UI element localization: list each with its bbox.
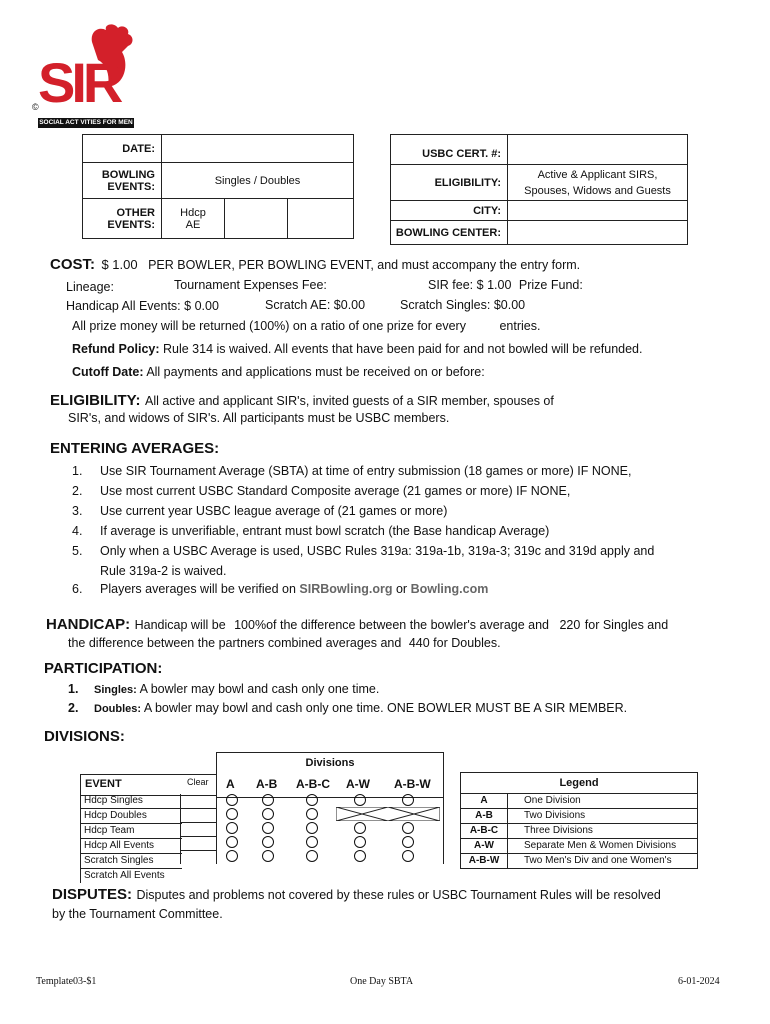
bowling-events-label: BOWLING EVENTS: xyxy=(83,163,162,199)
radio-scratch-singles-a[interactable] xyxy=(226,850,238,862)
bowling-com-link[interactable]: Bowling.com xyxy=(410,582,489,596)
tournament-fee-label: Tournament Expenses Fee: xyxy=(174,278,327,292)
radio-scratch-singles-a-w[interactable] xyxy=(354,850,366,862)
radio-doubles-a-b-c[interactable] xyxy=(306,808,318,820)
sir-fee-value: $ 1.00 xyxy=(476,278,512,292)
average-item: 5. Only when a USBC Average is used, USBC Rules 319a: 319a-1b, 319a-3; 319c and 319d apply and xyxy=(72,544,655,558)
division-radios xyxy=(216,792,442,864)
crossed-out-cells xyxy=(336,807,440,821)
legend-table xyxy=(460,772,698,869)
table-row: Hdcp Singles xyxy=(80,794,182,809)
logo-tagline: SOCIAL ACT VITIES FOR MEN xyxy=(39,119,133,126)
refund-policy: Refund Policy: Rule 314 is waived. All events that have been paid for and not bowled will be refunded. xyxy=(72,342,643,356)
location-info-table xyxy=(390,134,688,245)
legend-row: A-W Separate Men & Women Divisions xyxy=(461,839,697,854)
legend-title: Legend xyxy=(461,773,697,794)
handicap-percent[interactable]: 100% xyxy=(234,618,267,632)
participation-item: 1. Singles: A bowler may bowl and cash only one time. xyxy=(68,682,380,696)
cost-amount[interactable]: $ 1.00 xyxy=(101,257,138,272)
handicap-section: HANDICAP: Handicap will be 100%of the difference between the bowler's average and 220 for Singles and xyxy=(46,616,669,633)
legend-row: A-B-W Two Men's Div and one Women's xyxy=(461,854,697,868)
scratch-ae-value: $0.00 xyxy=(333,298,366,312)
cost-label: COST: xyxy=(50,256,95,273)
average-item: 3. Use current year USBC league average of (21 games or more) xyxy=(72,504,448,518)
footer-date: 6-01-2024 xyxy=(678,976,720,987)
radio-singles-a-b[interactable] xyxy=(262,794,274,806)
radio-scratch-singles-a-b-w[interactable] xyxy=(402,850,414,862)
event-info-table xyxy=(82,134,354,239)
table-row: Hdcp All Events xyxy=(80,839,182,854)
other-events-label: OTHER EVENTS: xyxy=(83,199,162,239)
radio-ae-a-w[interactable] xyxy=(354,836,366,848)
sirbowling-link[interactable]: SIRBowling.org xyxy=(299,582,393,596)
radio-scratch-singles-a-b-c[interactable] xyxy=(306,850,318,862)
bowling-center-label: BOWLING CENTER: xyxy=(391,221,508,245)
averages-title: ENTERING AVERAGES: xyxy=(50,440,220,457)
eligibility-header-value: Active & Applicant SIRS, Spouses, Widows and Guests xyxy=(508,165,688,201)
other-events-value: Hdcp AE xyxy=(162,199,225,239)
bowling-events-value: Singles / Doubles xyxy=(162,163,354,199)
average-item: 1. Use SIR Tournament Average (SBTA) at time of entry submission (18 games or more) IF NONE, xyxy=(72,464,632,478)
clear-column xyxy=(180,794,217,864)
city-field[interactable] xyxy=(508,201,688,221)
radio-team-a-b-c[interactable] xyxy=(306,822,318,834)
cutoff-date: Cutoff Date: All payments and applications must be received on or before: xyxy=(72,365,485,379)
eligibility-section: ELIGIBILITY: All active and applicant SIR's, invited guests of a SIR member, spouses of xyxy=(50,392,554,409)
table-row: Hdcp Doubles xyxy=(80,809,182,824)
eligibility-text-2: SIR's, and widows of SIR's. All participants must be USBC members. xyxy=(68,411,450,425)
scratch-ae: Scratch AE: $0.00 xyxy=(265,298,366,312)
footer-title: One Day SBTA xyxy=(350,976,414,987)
legend-row: A-B Two Divisions xyxy=(461,809,697,824)
date-label: DATE: xyxy=(83,135,162,163)
legend-row: A-B-C Three Divisions xyxy=(461,824,697,839)
division-columns xyxy=(222,777,440,793)
other-events-field-3[interactable] xyxy=(288,199,354,239)
handicap-line-2: the difference between the partners combined averages and 440 for Doubles. xyxy=(68,636,501,650)
radio-singles-a-b-c[interactable] xyxy=(306,794,318,806)
radio-ae-a-b-w[interactable] xyxy=(402,836,414,848)
logo-letters: SIR xyxy=(38,51,120,114)
average-item: 2. Use most current USBC Standard Composite average (21 games or more) IF NONE, xyxy=(72,484,571,498)
radio-ae-a[interactable] xyxy=(226,836,238,848)
radio-ae-a-b-c[interactable] xyxy=(306,836,318,848)
bowling-center-field[interactable] xyxy=(508,221,688,245)
table-row: Scratch Singles xyxy=(80,854,182,869)
col-a-b-w: A-B-W xyxy=(394,777,431,791)
averages-list xyxy=(72,464,732,602)
sir-fee: SIR fee: $ 1.00 Prize Fund: xyxy=(428,278,583,292)
eligibility-header-label: ELIGIBILITY: xyxy=(391,165,508,201)
col-a-b-c: A-B-C xyxy=(296,777,330,791)
radio-ae-a-b[interactable] xyxy=(262,836,274,848)
disputes-section: DISPUTES: Disputes and problems not covered by these rules or USBC Tournament Rules will be resolved xyxy=(52,886,661,903)
radio-scratch-singles-a-b[interactable] xyxy=(262,850,274,862)
event-header: EVENT xyxy=(85,778,122,790)
table-row: Scratch All Events xyxy=(80,869,182,883)
usbc-cert-label: USBC CERT. #: xyxy=(391,135,508,165)
average-item: 4. If average is unverifiable, entrant must bowl scratch (the Base handicap Average) xyxy=(72,524,550,538)
event-header-cell xyxy=(80,774,217,796)
scratch-singles-value: $0.00 xyxy=(493,298,526,312)
average-item: Rule 319a-2 is waived. xyxy=(100,564,227,578)
col-a-b: A-B xyxy=(256,777,278,791)
date-field[interactable] xyxy=(162,135,354,163)
lineage-label: Lineage: xyxy=(66,280,114,294)
logo-copyright: © xyxy=(32,102,39,112)
prize-money-line: All prize money will be returned (100%) on a ratio of one prize for every entries. xyxy=(72,319,541,333)
disputes-text-2: by the Tournament Committee. xyxy=(52,907,223,921)
handicap-all-events: Handicap All Events: $ 0.00 xyxy=(66,299,219,313)
participation-title: PARTICIPATION: xyxy=(44,660,163,677)
radio-doubles-a-b[interactable] xyxy=(262,808,274,820)
radio-doubles-a[interactable] xyxy=(226,808,238,820)
average-item: 6. Players averages will be verified on SIRBowling.org or Bowling.com xyxy=(72,582,489,596)
table-row: Hdcp Team xyxy=(80,824,182,839)
participation-item: 2. Doubles: A bowler may bowl and cash only one time. ONE BOWLER MUST BE A SIR MEMBER. xyxy=(68,701,628,715)
divisions-title: DIVISIONS: xyxy=(44,728,125,745)
footer-template: Template03-$1 xyxy=(36,976,97,987)
city-label: CITY: xyxy=(391,201,508,221)
handicap-all-value: $ 0.00 xyxy=(184,299,219,313)
sir-logo xyxy=(30,22,136,132)
col-a-w: A-W xyxy=(346,777,370,791)
radio-team-a-b-w[interactable] xyxy=(402,822,414,834)
radio-team-a[interactable] xyxy=(226,822,238,834)
radio-singles-a-w[interactable] xyxy=(354,794,366,806)
singles-base[interactable]: 220 xyxy=(559,618,581,632)
usbc-cert-field[interactable] xyxy=(508,135,688,165)
divisions-table-title: Divisions xyxy=(305,757,355,769)
doubles-base[interactable]: 440 xyxy=(408,636,430,650)
cost-text: PER BOWLER, PER BOWLING EVENT, and must accompany the entry form. xyxy=(148,258,581,272)
other-events-field-2[interactable] xyxy=(225,199,288,239)
legend-row: A One Division xyxy=(461,794,697,809)
col-a: A xyxy=(226,777,235,791)
cost-line xyxy=(50,256,580,274)
radio-singles-a-b-w[interactable] xyxy=(402,794,414,806)
radio-singles-a[interactable] xyxy=(226,794,238,806)
scratch-singles: Scratch Singles: $0.00 xyxy=(400,298,526,312)
radio-team-a-w[interactable] xyxy=(354,822,366,834)
clear-header[interactable]: Clear xyxy=(187,777,209,787)
radio-team-a-b[interactable] xyxy=(262,822,274,834)
